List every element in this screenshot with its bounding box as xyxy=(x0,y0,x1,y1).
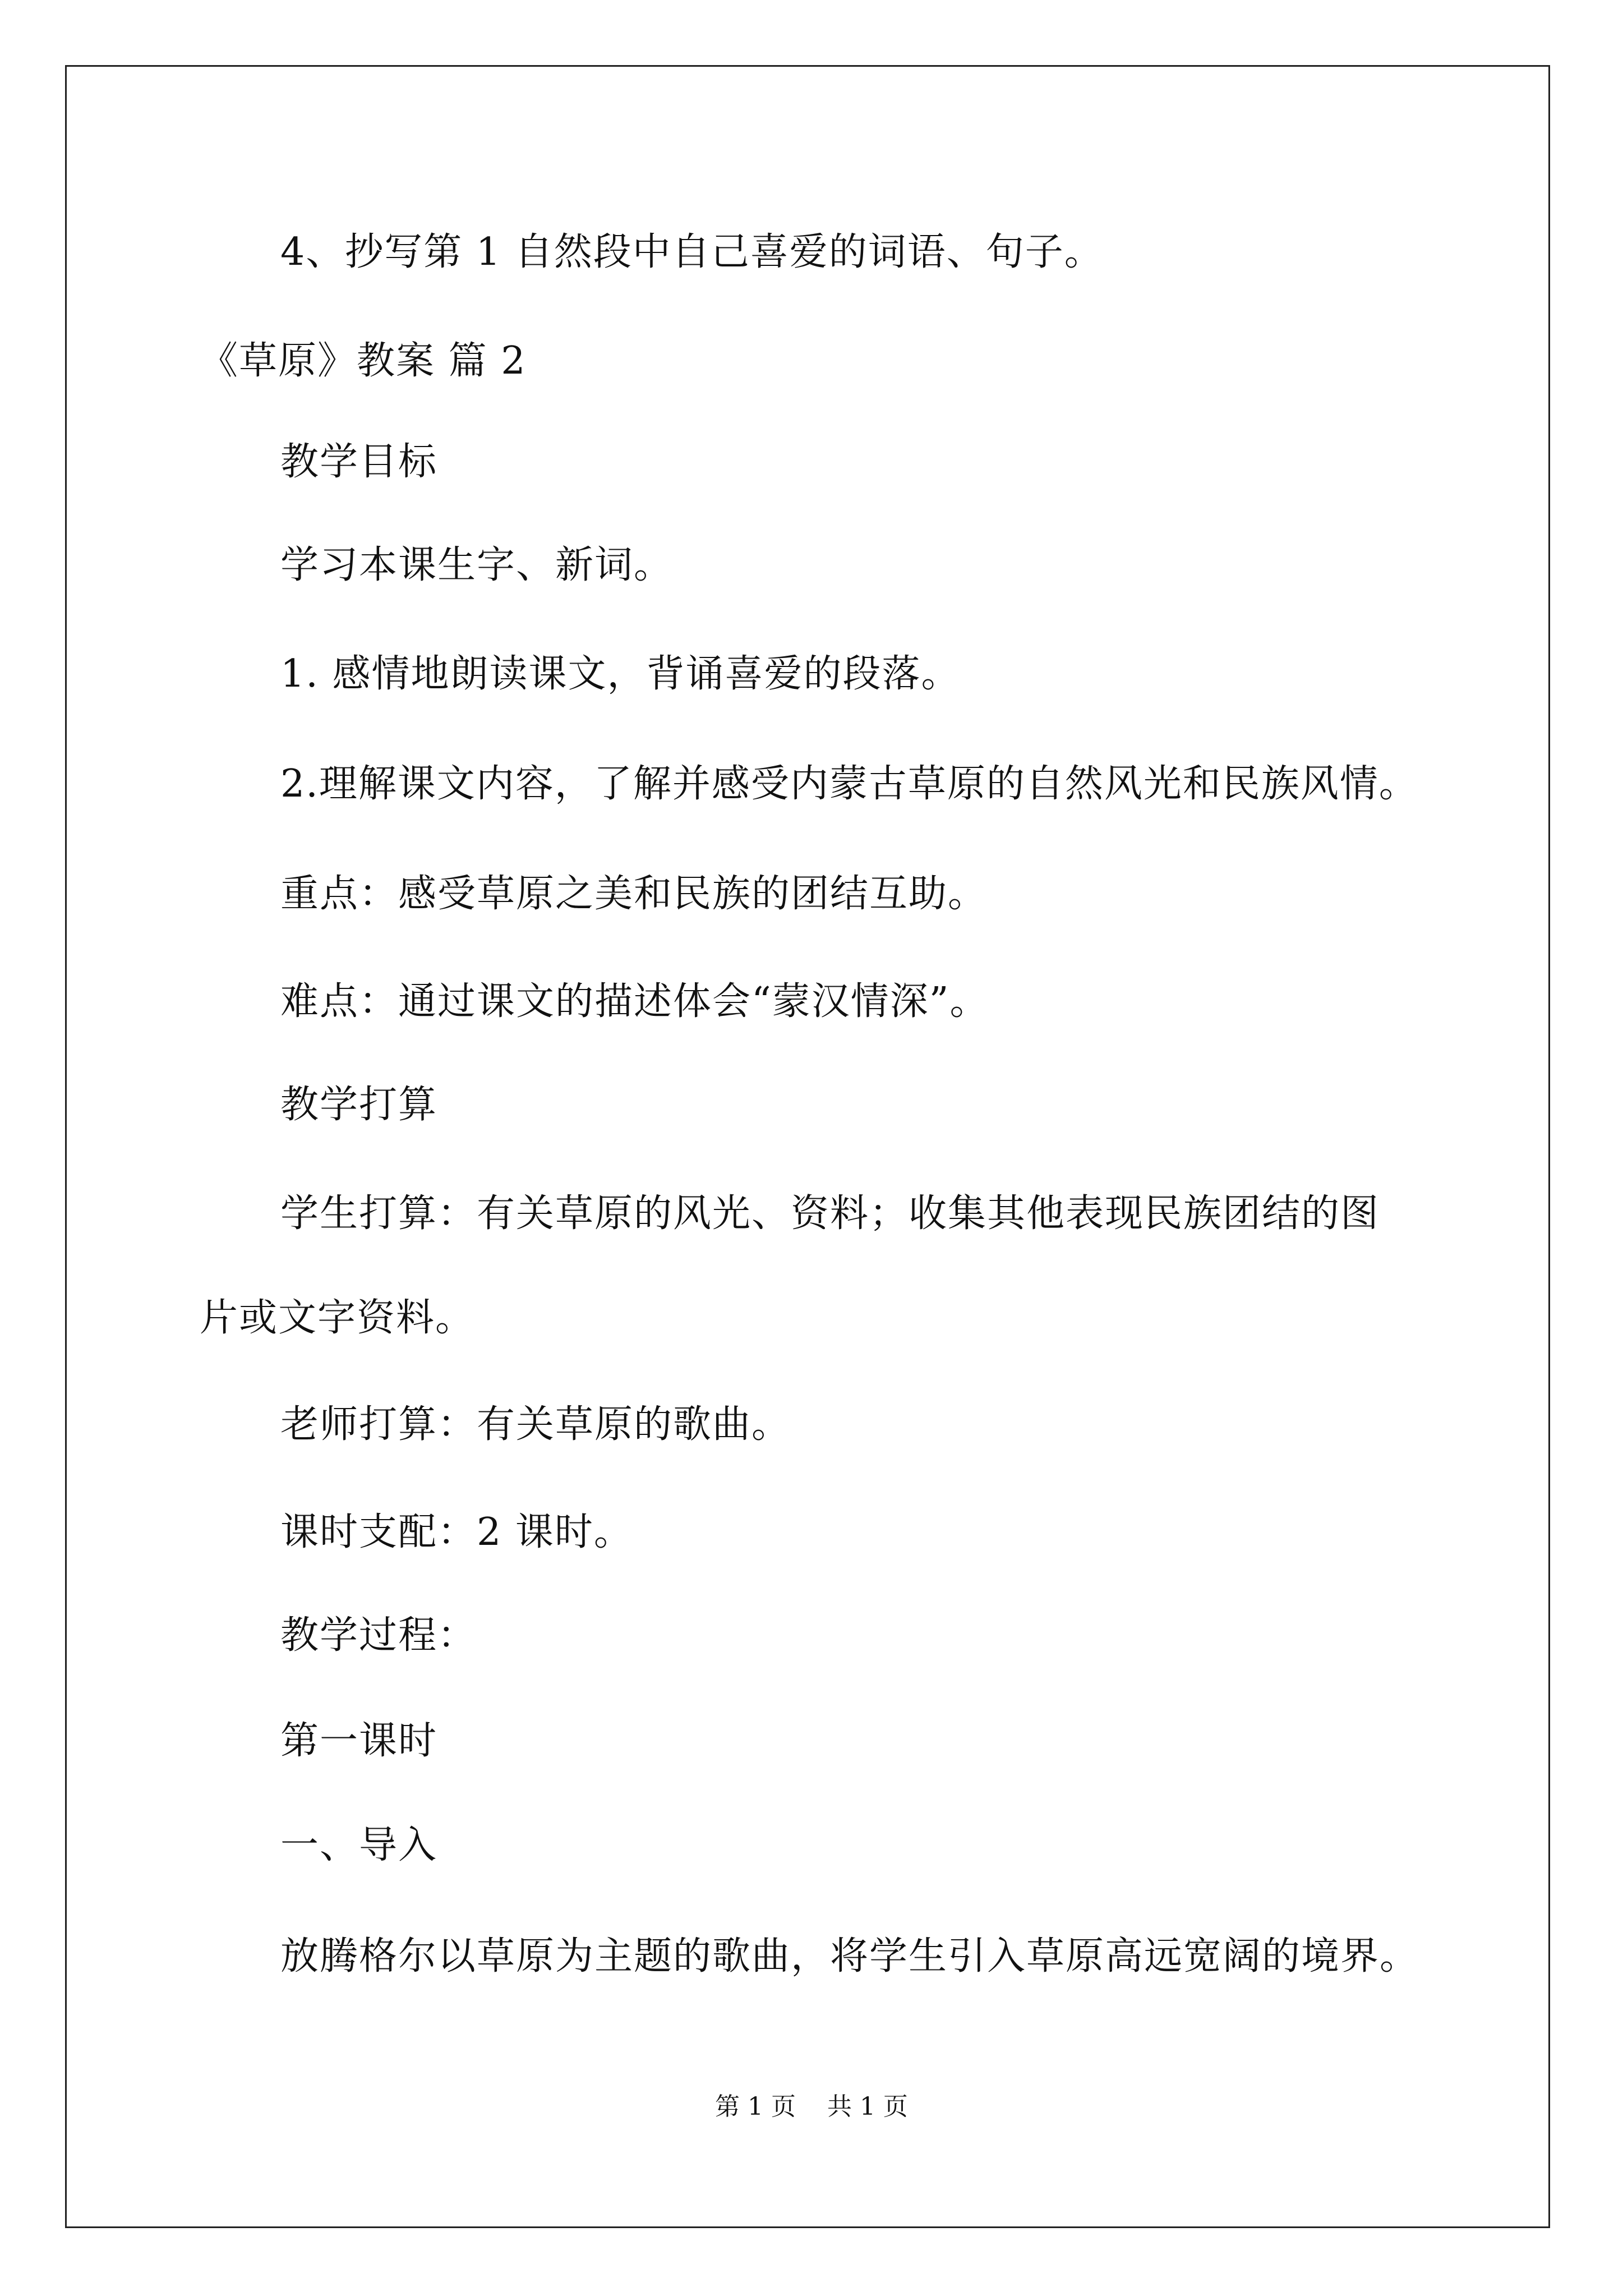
paragraph-teaching-goals: 教学目标 xyxy=(280,440,438,484)
paragraph-student-prep: 学生打算：有关草原的风光、资料；收集其他表现民族团结的图 xyxy=(280,1191,1380,1236)
paragraph-class-hours: 课时支配：2 课时。 xyxy=(280,1510,633,1554)
paragraph-copy-task: 4、抄写第 1 自然段中自己喜爱的词语、句子。 xyxy=(280,230,1104,274)
page-footer: 第 1 页 共 1 页 xyxy=(715,2092,908,2121)
paragraph-teaching-prep: 教学打算 xyxy=(280,1083,438,1127)
paragraph-teaching-process: 教学过程： xyxy=(280,1613,477,1658)
paragraph-student-prep-cont: 片或文字资料。 xyxy=(200,1296,475,1340)
paragraph-teacher-prep: 老师打算：有关草原的歌曲。 xyxy=(280,1402,791,1447)
paragraph-difficulty: 难点：通过课文的描述体会“蒙汉情深”。 xyxy=(280,979,989,1024)
paragraph-learn-words: 学习本课生字、新词。 xyxy=(280,543,674,587)
paragraph-play-song: 放腾格尔以草原为主题的歌曲，将学生引入草原高远宽阔的境界。 xyxy=(280,1934,1419,1978)
paragraph-goal-1: 1. 感情地朗读课文，背诵喜爱的段落。 xyxy=(280,652,961,696)
paragraph-introduction: 一、导入 xyxy=(280,1823,438,1867)
paragraph-key-point: 重点：感受草原之美和民族的团结互助。 xyxy=(280,872,988,916)
page-frame xyxy=(65,65,1550,2228)
paragraph-first-lesson: 第一课时 xyxy=(280,1719,438,1763)
section-heading-lesson-2: 《草原》教案 篇 2 xyxy=(200,339,527,383)
paragraph-goal-2: 2.理解课文内容，了解并感受内蒙古草原的自然风光和民族风情。 xyxy=(280,762,1418,806)
